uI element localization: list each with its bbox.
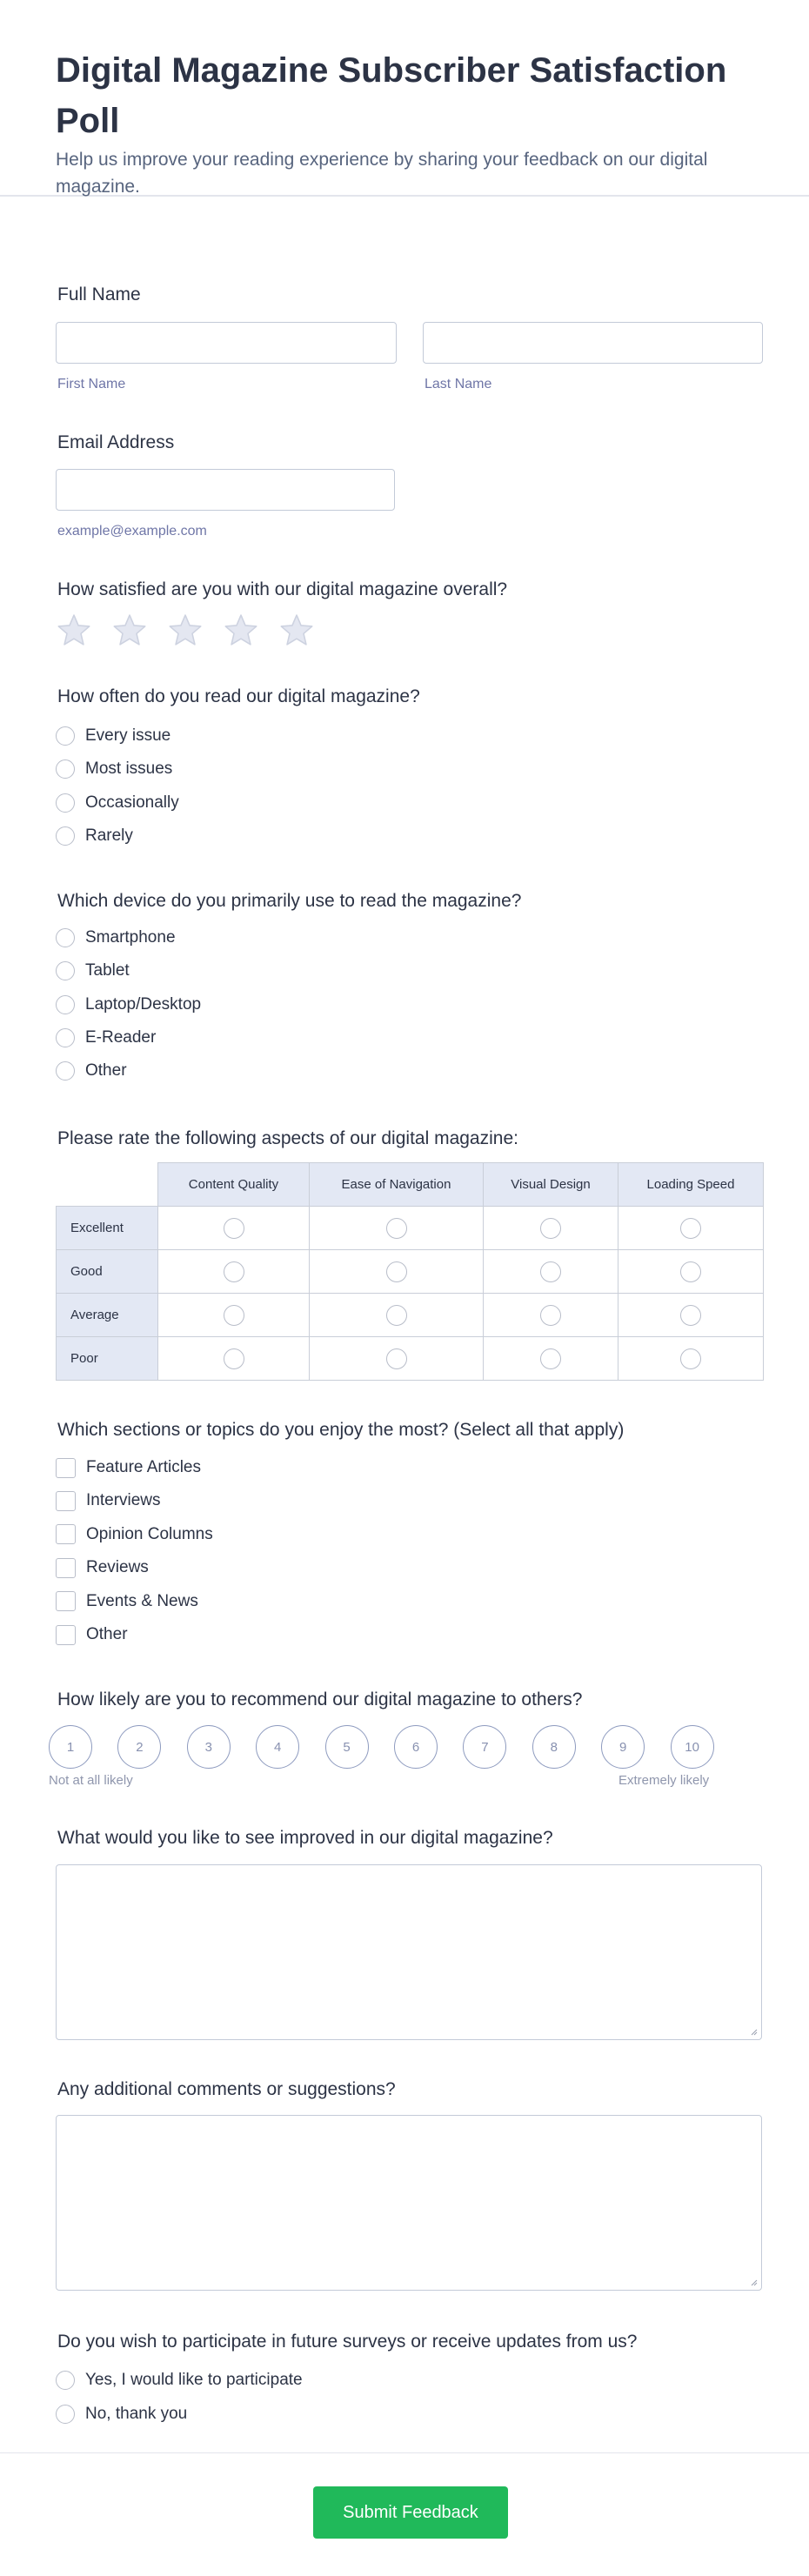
section-option[interactable] — [56, 1523, 213, 1546]
frequency-option[interactable] — [56, 725, 170, 747]
nps-option[interactable]: 6 — [394, 1725, 438, 1769]
form-title: Digital Magazine Subscriber Satisfaction Poll — [56, 51, 727, 140]
matrix-row-label: Average — [57, 1294, 158, 1337]
matrix-radio-button[interactable] — [540, 1348, 561, 1369]
radio-button[interactable] — [56, 2371, 75, 2390]
email-sublabel: example@example.com — [57, 524, 207, 539]
matrix-radio-button[interactable] — [680, 1218, 701, 1239]
nps-option[interactable]: 7 — [463, 1725, 506, 1769]
last-name-input[interactable] — [423, 322, 763, 364]
matrix-radio-button[interactable] — [680, 1305, 701, 1326]
checkbox[interactable] — [56, 1591, 76, 1611]
matrix-cell — [484, 1250, 618, 1294]
matrix-radio-button[interactable] — [224, 1218, 244, 1239]
matrix-cell — [158, 1294, 310, 1337]
radio-button[interactable] — [56, 759, 75, 779]
matrix-cell — [158, 1337, 310, 1381]
device-option-label: Other — [85, 1061, 127, 1081]
section-option-label: Other — [86, 1625, 128, 1643]
matrix-column-header: Loading Speed — [618, 1163, 764, 1207]
matrix-radio-button[interactable] — [680, 1261, 701, 1282]
nps-option[interactable]: 5 — [325, 1725, 369, 1769]
matrix-cell — [158, 1207, 310, 1250]
improve-textarea[interactable] — [56, 1864, 762, 2040]
matrix-row-label: Good — [57, 1250, 158, 1294]
device-label: Which device do you primarily use to read the magazine? — [57, 891, 522, 911]
device-option-label: Tablet — [85, 961, 130, 980]
section-option[interactable] — [56, 1590, 198, 1613]
star-icon[interactable] — [223, 613, 259, 648]
device-option-label: E-Reader — [85, 1027, 157, 1047]
matrix-radio-button[interactable] — [540, 1218, 561, 1239]
email-input[interactable] — [56, 469, 395, 511]
device-option[interactable] — [56, 1060, 127, 1082]
frequency-option-label: Most issues — [85, 759, 173, 779]
comments-textarea[interactable] — [56, 2115, 762, 2291]
matrix-row-label: Poor — [57, 1337, 158, 1381]
nps-option[interactable]: 10 — [671, 1725, 714, 1769]
matrix-radio-button[interactable] — [540, 1305, 561, 1326]
radio-button[interactable] — [56, 726, 75, 746]
star-icon[interactable] — [56, 613, 92, 648]
radio-button[interactable] — [56, 928, 75, 947]
resize-grip-icon[interactable] — [749, 2278, 758, 2286]
matrix-cell — [484, 1207, 618, 1250]
section-option[interactable] — [56, 1623, 128, 1646]
form-subtitle: Help us improve your reading experience by sharing your feedback on our digital magazine. — [56, 150, 708, 197]
frequency-option-label: Occasionally — [85, 793, 179, 812]
device-option-label: Laptop/Desktop — [85, 994, 202, 1014]
participate-option[interactable] — [56, 2369, 303, 2392]
resize-grip-icon[interactable] — [749, 2027, 758, 2036]
matrix-corner — [57, 1163, 158, 1207]
checkbox[interactable] — [56, 1458, 76, 1478]
radio-button[interactable] — [56, 2405, 75, 2424]
full-name-label: Full Name — [57, 284, 141, 304]
matrix-radio-button[interactable] — [680, 1348, 701, 1369]
matrix-cell — [310, 1207, 484, 1250]
matrix-row — [57, 1207, 764, 1250]
frequency-option[interactable] — [56, 792, 179, 814]
matrix-row — [57, 1337, 764, 1381]
sections-label: Which sections or topics do you enjoy the most? (Select all that apply) — [57, 1420, 625, 1440]
matrix-radio-button[interactable] — [224, 1305, 244, 1326]
matrix-cell — [618, 1207, 764, 1250]
submit-button[interactable]: Submit Feedback — [313, 2486, 508, 2539]
frequency-option-label: Rarely — [85, 826, 133, 845]
recommend-label: How likely are you to recommend our digital magazine to others? — [57, 1689, 583, 1710]
star-icon[interactable] — [167, 613, 204, 648]
matrix-cell — [618, 1250, 764, 1294]
matrix-row-label: Excellent — [57, 1207, 158, 1250]
checkbox[interactable] — [56, 1524, 76, 1544]
radio-button[interactable] — [56, 793, 75, 813]
satisfaction-label: How satisfied are you with our digital magazine overall? — [57, 579, 508, 599]
participate-label: Do you wish to participate in future surveys or receive updates from us? — [57, 2332, 638, 2352]
last-name-sublabel: Last Name — [425, 377, 492, 391]
matrix-row — [57, 1294, 764, 1337]
nps-option[interactable]: 1 — [49, 1725, 92, 1769]
frequency-option[interactable] — [56, 758, 172, 780]
matrix-label: Please rate the following aspects of our digital magazine: — [57, 1128, 518, 1148]
star-icon[interactable] — [111, 613, 148, 648]
matrix-cell — [618, 1337, 764, 1381]
matrix-column-header: Ease of Navigation — [310, 1163, 484, 1207]
participate-option-label: No, thank you — [85, 2404, 188, 2423]
participate-option-label: Yes, I would like to participate — [85, 2371, 303, 2389]
nps-high-label: Extremely likely — [618, 1773, 710, 1788]
matrix-cell — [310, 1337, 484, 1381]
frequency-label: How often do you read our digital magazine? — [57, 686, 420, 706]
section-option[interactable] — [56, 1556, 149, 1579]
section-option-label: Feature Articles — [86, 1458, 201, 1476]
nps-option[interactable]: 3 — [187, 1725, 231, 1769]
checkbox[interactable] — [56, 1625, 76, 1645]
checkbox[interactable] — [56, 1558, 76, 1578]
section-option-label: Reviews — [86, 1558, 149, 1577]
section-option-label: Opinion Columns — [86, 1524, 213, 1543]
matrix-cell — [618, 1294, 764, 1337]
matrix-radio-button[interactable] — [386, 1261, 407, 1282]
radio-button[interactable] — [56, 961, 75, 980]
matrix-cell — [484, 1337, 618, 1381]
device-option[interactable] — [56, 1027, 156, 1049]
frequency-option-label: Every issue — [85, 726, 171, 745]
device-option-label: Smartphone — [85, 928, 176, 947]
radio-button[interactable] — [56, 995, 75, 1014]
matrix-cell — [310, 1250, 484, 1294]
matrix-radio-button[interactable] — [540, 1261, 561, 1282]
section-option[interactable] — [56, 1456, 201, 1479]
matrix-column-header: Content Quality — [158, 1163, 310, 1207]
rating-matrix — [56, 1162, 764, 1381]
matrix-cell — [310, 1294, 484, 1337]
participate-option[interactable] — [56, 2403, 187, 2425]
email-label: Email Address — [57, 432, 175, 452]
matrix-radio-button[interactable] — [386, 1348, 407, 1369]
matrix-radio-button[interactable] — [386, 1305, 407, 1326]
radio-button[interactable] — [56, 1061, 75, 1081]
first-name-sublabel: First Name — [57, 377, 126, 391]
first-name-input[interactable] — [56, 322, 397, 364]
nps-option[interactable]: 9 — [601, 1725, 645, 1769]
frequency-option[interactable] — [56, 825, 133, 847]
radio-button[interactable] — [56, 1028, 75, 1047]
nps-low-label: Not at all likely — [49, 1773, 133, 1788]
improve-label: What would you like to see improved in our digital magazine? — [57, 1828, 553, 1848]
matrix-row — [57, 1250, 764, 1294]
nps-option[interactable]: 4 — [256, 1725, 299, 1769]
star-icon[interactable] — [278, 613, 315, 648]
matrix-radio-button[interactable] — [224, 1261, 244, 1282]
device-option[interactable] — [56, 927, 176, 949]
section-option[interactable] — [56, 1489, 161, 1512]
nps-option[interactable]: 2 — [117, 1725, 161, 1769]
matrix-column-header: Visual Design — [484, 1163, 618, 1207]
nps-option[interactable]: 8 — [532, 1725, 576, 1769]
device-option[interactable] — [56, 994, 201, 1016]
form-header — [0, 0, 809, 197]
section-option-label: Interviews — [86, 1491, 161, 1510]
matrix-radio-button[interactable] — [224, 1348, 244, 1369]
device-option[interactable] — [56, 960, 130, 982]
radio-button[interactable] — [56, 826, 75, 846]
matrix-cell — [484, 1294, 618, 1337]
matrix-cell — [158, 1250, 310, 1294]
checkbox[interactable] — [56, 1491, 76, 1511]
comments-label: Any additional comments or suggestions? — [57, 2079, 396, 2099]
section-option-label: Events & News — [86, 1591, 198, 1610]
matrix-radio-button[interactable] — [386, 1218, 407, 1239]
